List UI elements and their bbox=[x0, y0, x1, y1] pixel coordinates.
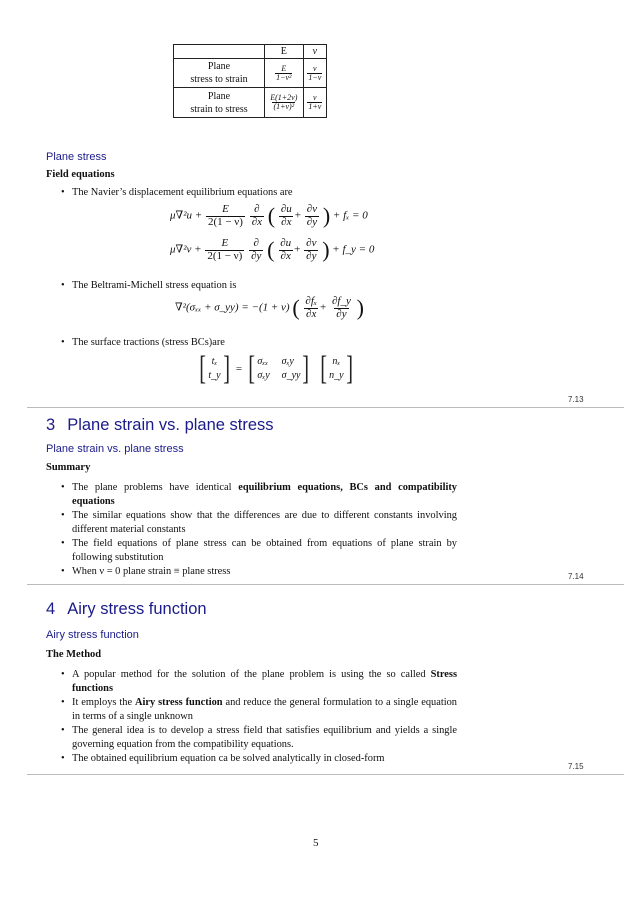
table-row bbox=[174, 88, 327, 118]
method-bullet: • A popular method for the solution of the plane problem is using the so called Stress functions bbox=[72, 668, 457, 695]
table-header-e: E bbox=[265, 45, 304, 59]
method-bullet: • The general idea is to develop a stress field that satisfies equilibrium and yields a single governing equation from the compatibility equations. bbox=[72, 724, 457, 751]
slide-number: 7.14 bbox=[568, 572, 584, 581]
summary-bullet: • The similar equations show that the differences are due to different constants involving different material constants bbox=[72, 509, 457, 536]
slide-number: 7.13 bbox=[568, 395, 584, 404]
navier-equation-2: μ∇²v + $\frac{E}{2(1 - \nu)}$ $\frac{\partial}{\partial y}$ ( $\frac{\partial u}{\partial x}$ + $\frac{\partial v}{\partial y}$ ) + f_y = 0 bbox=[170, 237, 375, 263]
summary-bullet: • The field equations of plane stress can be obtained from equations of plane strain by following substitution bbox=[72, 537, 457, 564]
section-3-title: 3 Plane strain vs. plane stress bbox=[46, 416, 274, 434]
e-fraction: $\frac{E(1+2\nu)}{\text{(1+ν)²}}$ bbox=[270, 93, 298, 111]
row-label: strain to stress bbox=[190, 103, 248, 115]
stress-matrix: [ σₓₓ σₓy σₓy σ_yy ] bbox=[248, 350, 310, 387]
summary-heading: Summary bbox=[46, 462, 91, 473]
nu-fraction: $\frac{\nu}{1-\nu}$ bbox=[308, 63, 322, 82]
row-label: Plane bbox=[207, 90, 231, 102]
slide-divider bbox=[27, 584, 624, 585]
page-number: 5 bbox=[313, 837, 319, 849]
row-label: Plane bbox=[207, 61, 231, 72]
summary-bullet: • When ν = 0 plane strain ≡ plane stress bbox=[72, 565, 457, 579]
method-bullet: • It employs the Airy stress function and reduce the general formulation to a single equation in terms of a single unknown bbox=[72, 696, 457, 723]
section-3-subheading: Plane strain vs. plane stress bbox=[46, 443, 184, 455]
table-corner-cell bbox=[174, 45, 265, 59]
summary-bullet: • The plane problems have identical equilibrium equations, BCs and compatibility equations bbox=[72, 481, 457, 508]
nu-fraction: $\frac{\nu}{1+\nu}$ bbox=[308, 93, 322, 111]
table-row bbox=[174, 59, 327, 88]
section-4-subheading: Airy stress function bbox=[46, 629, 139, 641]
navier-equation-1: μ∇²u + $\frac{E}{2(1 - \nu)}$ $\frac{\partial}{\partial x}$ ( $\frac{\partial u}{\partial x}$ + $\frac{\partial v}{\partial y}$ ) + fₓ = 0 bbox=[170, 203, 368, 229]
slide-divider bbox=[27, 407, 624, 408]
slide-divider bbox=[27, 774, 624, 775]
traction-vector: [ tₓ t_y ] bbox=[199, 350, 230, 387]
traction-bullet: • The surface tractions (stress BCs)are bbox=[72, 336, 462, 350]
traction-equation: [ tₓ t_y ] = [ σₓₓ σₓy σₓy σ_yy ] [ nₓ n_y ] bbox=[197, 352, 355, 386]
section-4-title: 4 Airy stress function bbox=[46, 600, 207, 618]
e-fraction: $\frac{E}{\text{1−ν²}}$ bbox=[276, 63, 292, 82]
field-equations-heading: Field equations bbox=[46, 169, 115, 180]
method-heading: The Method bbox=[46, 649, 102, 660]
row-label: stress to strain bbox=[190, 74, 248, 85]
slide-number: 7.15 bbox=[568, 762, 584, 771]
normal-vector: [ nₓ n_y ] bbox=[320, 350, 353, 387]
method-bullet: • The obtained equilibrium equation ca be solved analytically in closed-form bbox=[72, 752, 457, 766]
plane-stress-subheading: Plane stress bbox=[46, 151, 107, 163]
navier-bullet: • The Navier’s displacement equilibrium equations are bbox=[72, 186, 462, 200]
beltrami-bullet: • The Beltrami-Michell stress equation is bbox=[72, 279, 462, 293]
beltrami-equation: ∇²(σₓₓ + σ_yy) = −(1 + ν) ( $\frac{\text{∂fₓ}}{\partial x}$ + $\frac{\partial f\_y}{\partial y}$ ) bbox=[175, 295, 364, 321]
conversion-table bbox=[173, 44, 327, 118]
table-header-nu: ν bbox=[303, 45, 326, 59]
